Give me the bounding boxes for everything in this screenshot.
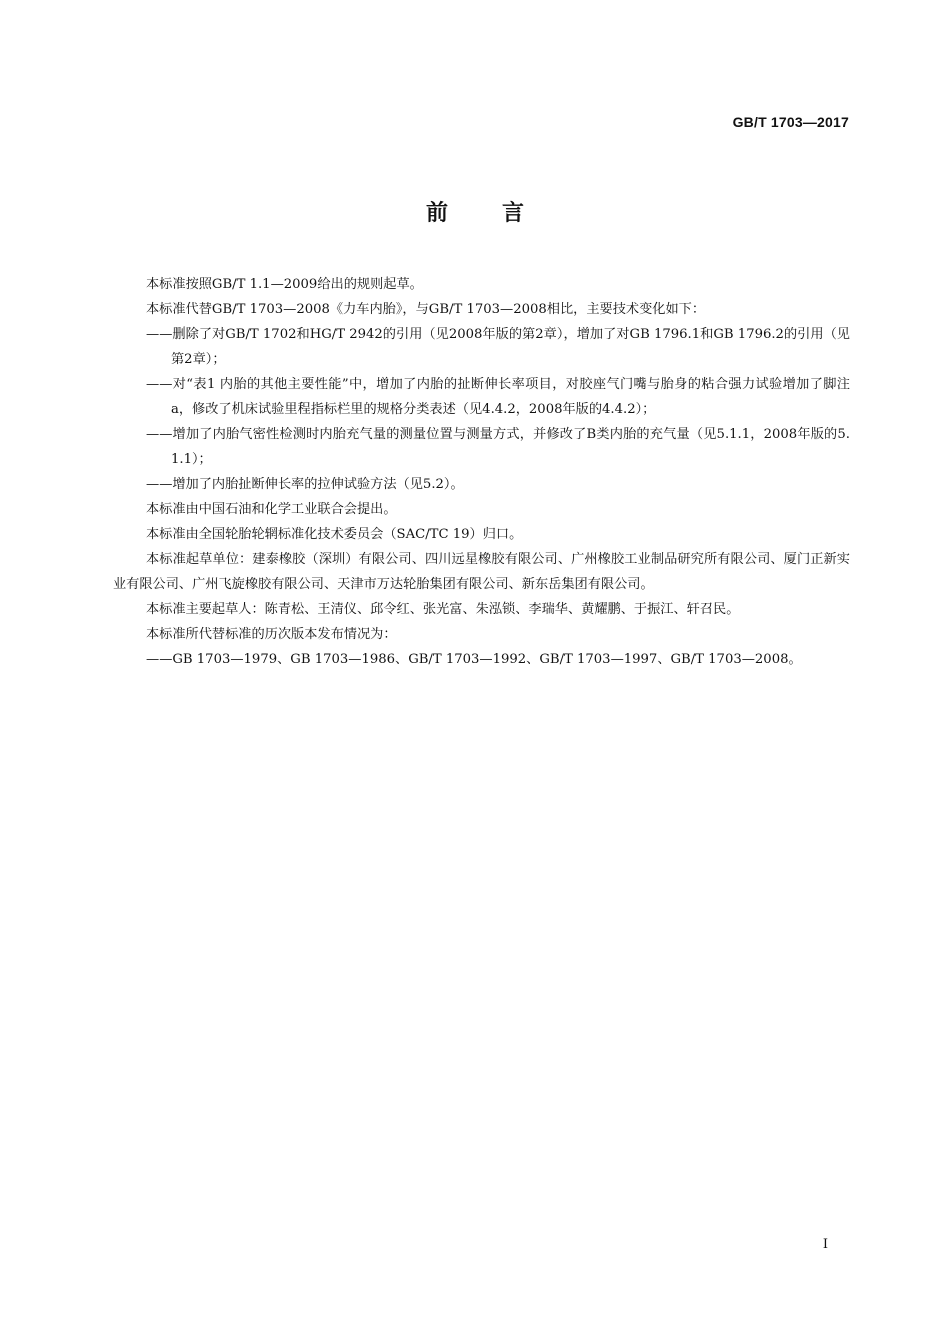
change-item: ——对“表1 内胎的其他主要性能”中，增加了内胎的扯断伸长率项目，对胶座气门嘴与胎身的粘合强力试验增加了脚注a，修改了机床试验里程指标栏里的规格分类表述（见4.4.2，2008年版的4.4.2）；	[146, 377, 850, 417]
foreword-body	[113, 272, 850, 672]
paragraph-drafters: 本标准主要起草人：陈青松、王清仪、邱令红、张光富、朱泓锁、李瑞华、黄耀鹏、于振江、轩召民。	[146, 602, 740, 617]
change-item: ——删除了对GB/T 1702和HG/T 2942的引用（见2008年版的第2章），增加了对GB 1796.1和GB 1796.2的引用（见第2章）；	[146, 327, 850, 367]
page-title	[0, 196, 950, 227]
history-item: ——GB 1703—1979、GB 1703—1986、GB/T 1703—1992、GB/T 1703—1997、GB/T 1703—2008。	[146, 652, 802, 667]
paragraph-drafting-units: 本标准起草单位：建泰橡胶（深圳）有限公司、四川远星橡胶有限公司、广州橡胶工业制品研究所有限公司、厦门正新实业有限公司、广州飞旋橡胶有限公司、天津市万达轮胎集团有限公司、新东岳集团有限公司。	[113, 552, 850, 592]
page-number: I	[822, 1237, 828, 1252]
change-item: ——增加了内胎气密性检测时内胎充气量的测量位置与测量方式，并修改了B类内胎的充气量（见5.1.1，2008年版的5.1.1）；	[146, 427, 850, 467]
paragraph-drafting-rules: 本标准按照GB/T 1.1—2009给出的规则起草。	[146, 277, 423, 292]
title-char-2: 言	[502, 201, 525, 226]
paragraph-replacement: 本标准代替GB/T 1703—2008《力车内胎》，与GB/T 1703—2008相比，主要技术变化如下：	[146, 302, 706, 317]
title-char-1: 前	[425, 201, 448, 226]
paragraph-committee: 本标准由全国轮胎轮辋标准化技术委员会（SAC/TC 19）归口。	[146, 527, 523, 542]
standard-code: GB/T 1703—2017	[732, 114, 849, 130]
paragraph-history-intro: 本标准所代替标准的历次版本发布情况为：	[146, 627, 397, 642]
paragraph-proposer: 本标准由中国石油和化学工业联合会提出。	[146, 502, 397, 517]
change-item: ——增加了内胎扯断伸长率的拉伸试验方法（见5.2）。	[146, 477, 464, 492]
